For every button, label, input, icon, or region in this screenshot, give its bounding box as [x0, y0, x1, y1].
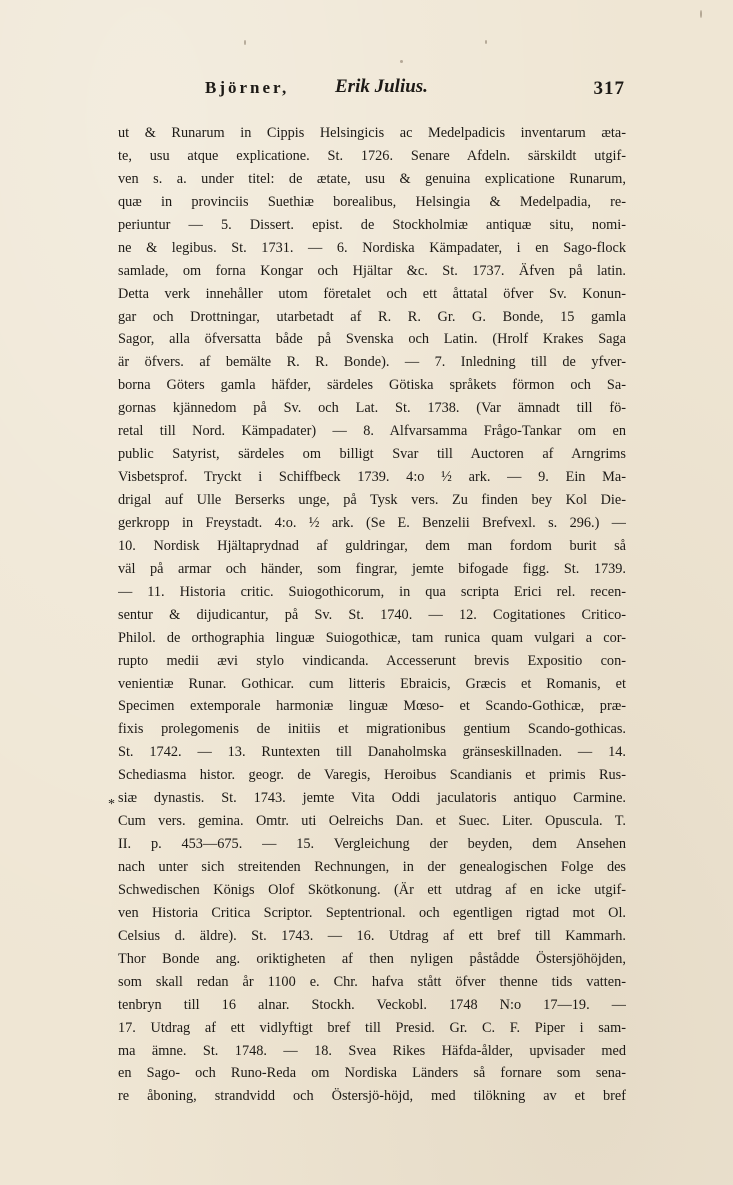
text-line: samlade, om forna Kongar och Hjältar &c. St. 1737. Äfven på latin.	[118, 262, 626, 279]
text-line: II. p. 453—675. — 15. Vergleichung der beyden, dem Ansehen	[118, 836, 626, 853]
text-line: Philol. de orthographia linguæ Suiogothicæ, tam runica quam vulgari a cor-	[118, 629, 626, 646]
text-line: drigal auf Ulle Berserks unge, på Tysk vers. Zu finden bey Kol Die-	[118, 492, 626, 508]
text-line: Detta verk innehåller utom företalet och ett åttatal öfver Sv. Konun-	[118, 285, 626, 302]
text-line: nach unter sich streitenden Rechnungen, in der genealogischen Folge des	[118, 859, 626, 875]
text-line: — 11. Historia critic. Suiogothicorum, in qua scripta Erici rel. recen-	[118, 583, 626, 600]
text-line: 10. Nordisk Hjältaprydnad af guldringar, dem man fordom burit så	[118, 537, 626, 554]
text-line: Celsius d. äldre). St. 1743. — 16. Utdrag af ett bref till Kammarh.	[118, 927, 626, 944]
text-line: rupto medii ævi stylo vindicanda. Accesserunt brevis Expositio con-	[118, 652, 626, 669]
text-line: Thor Bonde ang. oriktigheten af then nyligen påstådde Östersjöhöjden,	[118, 950, 626, 967]
text-line: fixis prolegomenis de initiis et migrationibus gentium Scando-gothicas.	[118, 721, 626, 738]
text-line: ven Historia Critica Scriptor. Septentrional. och egentligen rigtad mot Ol.	[118, 904, 626, 921]
text-line: Cum vers. gemina. Omtr. uti Oelreichs Dan. et Suec. Liter. Opuscula. T.	[118, 813, 626, 830]
body-text	[118, 122, 626, 1108]
text-line: ven s. a. under titel: de ætate, usu & genuina explicatione Runarum,	[118, 170, 626, 187]
margin-mark: *	[108, 797, 115, 812]
text-line: ne & legibus. St. 1731. — 6. Nordiska Kämpadater, i en Sago-flock	[118, 239, 626, 256]
text-line: Sagor, alla öfversatta både på Svenska och Latin. (Hrolf Krakes Saga	[118, 331, 626, 348]
text-line: gornas kjännedom på Sv. och Lat. St. 1738. (Var ämnadt till fö-	[118, 400, 626, 417]
paper-speck	[400, 60, 403, 63]
text-line: Visbetsprof. Tryckt i Schiffbeck 1739. 4:o ½ ark. — 9. Ein Ma-	[118, 469, 626, 486]
text-line: tenbryn till 16 alnar. Stockh. Veckobl. 1748 N:o 17—19. —	[118, 996, 626, 1013]
text-line: quæ in provinciis Suethiæ borealibus, Helsingia & Medelpadia, re-	[118, 193, 626, 210]
paper-speck	[700, 10, 702, 18]
header-author-given-names: Erik Julius.	[335, 76, 428, 97]
page-number: 317	[593, 78, 625, 99]
running-header	[195, 78, 625, 104]
text-line: 17. Utdrag af ett vidlyftigt bref till Presid. Gr. C. F. Piper i sam-	[118, 1019, 626, 1036]
text-line: borna Göters gamla häfder, särdeles Götiska språkets förmon och Sa-	[118, 377, 626, 394]
text-line: en Sago- och Runo-Reda om Nordiska Länders så fornare som sena-	[118, 1065, 626, 1082]
text-line: venientiæ Runar. Gothicar. cum litteris Ebraicis, Græcis et Romanis, et	[118, 675, 626, 692]
text-line: siæ dynastis. St. 1743. jemte Vita Oddi jaculatoris antiquo Carmine.	[118, 790, 626, 807]
text-line: ut & Runarum in Cippis Helsingicis ac Medelpadicis inventarum æta-	[118, 125, 626, 141]
text-line: är öfvers. af bemälte R. R. Bonde). — 7. Inledning till de yfver-	[118, 354, 626, 371]
text-line: re åboning, strandvidd och Östersjö-höjd, med tilökning av et bref	[118, 1088, 626, 1105]
text-line: St. 1742. — 13. Runtexten till Danaholmska gränseskillnaden. — 14.	[118, 744, 626, 761]
text-line: Specimen extemporale harmoniæ linguæ Mœso- et Scando-Gothicæ, præ-	[118, 698, 626, 715]
text-line: sentur & dijudicantur, på Sv. St. 1740. — 12. Cogitationes Critico-	[118, 606, 626, 623]
paper-speck	[244, 40, 246, 45]
text-line: te, usu atque explicatione. St. 1726. Senare Afdeln. särskildt utgif-	[118, 147, 626, 164]
text-line: gerkropp in Freystadt. 4:o. ½ ark. (Se E. Benzelii Brefvexl. s. 296.) —	[118, 514, 626, 531]
text-line: public Satyrist, särdeles om billigt Svar till Auctoren af Arngrims	[118, 446, 626, 463]
text-line: gar och Drottningar, utarbetadt af R. R. Gr. G. Bonde, 15 gamla	[118, 308, 626, 325]
text-line: retal till Nord. Kämpadater) — 8. Alfvarsamma Frågo-Tankar om en	[118, 423, 626, 440]
text-line: Schediasma histor. geogr. de Varegis, Heroibus Scandianis et primis Rus-	[118, 767, 626, 784]
text-line: periuntur — 5. Dissert. epist. de Stockholmiæ antiquæ situ, nomi-	[118, 216, 626, 233]
text-line: väl på armar och händer, som fingrar, jemte bifogade figg. St. 1739.	[118, 560, 626, 577]
text-line: Schwedischen Königs Olof Skötkonung. (Är ett utdrag af en icke utgif-	[118, 881, 626, 898]
text-line: ma ämne. St. 1748. — 18. Svea Rikes Häfda-ålder, upvisader med	[118, 1042, 626, 1059]
paper-speck	[485, 40, 487, 44]
header-author-name: Björner,	[205, 78, 290, 97]
text-line: som skall redan år 1100 e. Chr. hafva stått öfver thenne tids vatten-	[118, 973, 626, 990]
